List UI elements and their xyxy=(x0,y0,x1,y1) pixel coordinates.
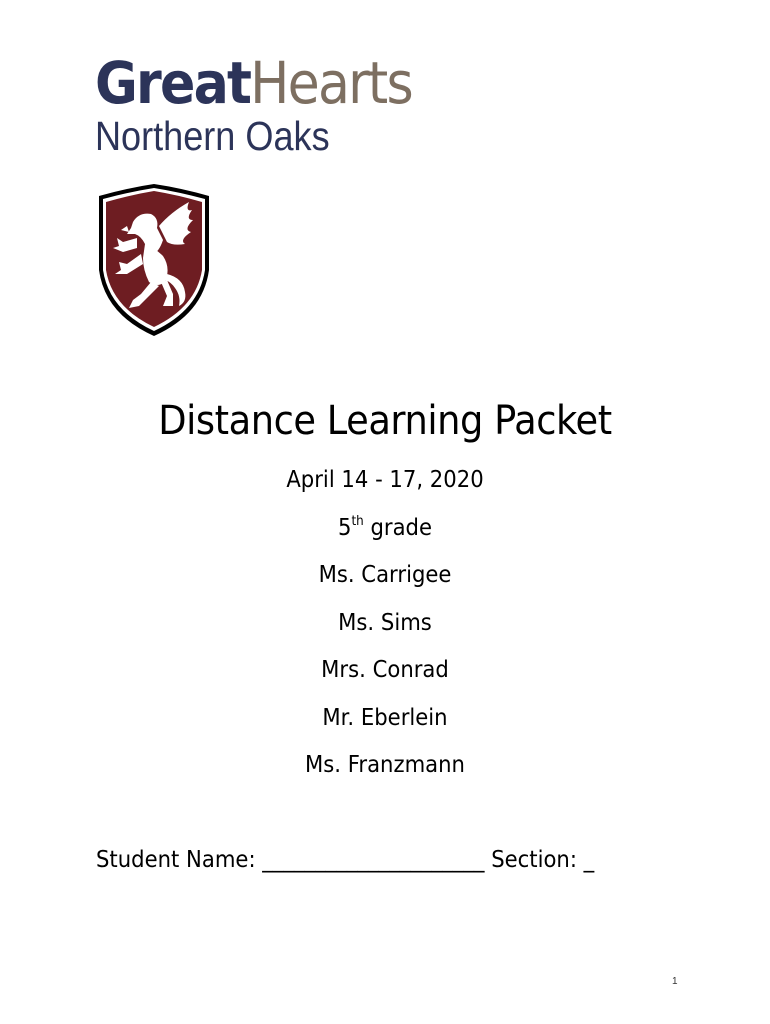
section-label: Section: xyxy=(484,847,584,873)
teacher-name: Ms. Carrigee xyxy=(318,562,452,588)
logo-campus-name: Northern Oaks xyxy=(95,113,330,159)
teacher-name: Ms. Franzmann xyxy=(305,752,465,778)
logo-hearts-text: Hearts xyxy=(250,49,412,117)
teacher-name: Mrs. Conrad xyxy=(321,657,449,683)
student-name-blank: _____________________ xyxy=(262,847,485,873)
teacher-name: Ms. Sims xyxy=(338,609,432,636)
cover-details xyxy=(0,460,770,793)
grade-level xyxy=(31,508,739,556)
grade-suffix: th xyxy=(351,513,364,529)
student-info-row xyxy=(96,840,594,880)
grade-word: grade xyxy=(363,514,433,541)
grade-number: 5 xyxy=(337,514,352,541)
page-number: 1 xyxy=(672,976,678,987)
griffin-shield-icon xyxy=(93,182,215,338)
date-range: April 14 - 17, 2020 xyxy=(286,467,484,493)
teacher-name: Mr. Eberlein xyxy=(322,704,448,731)
section-blank: _ xyxy=(583,847,595,873)
school-logo xyxy=(95,50,435,158)
student-name-label: Student Name: xyxy=(96,847,263,873)
logo-great-text: Great xyxy=(95,49,251,117)
logo-wordmark xyxy=(95,49,412,117)
packet-title: Distance Learning Packet xyxy=(158,398,612,444)
